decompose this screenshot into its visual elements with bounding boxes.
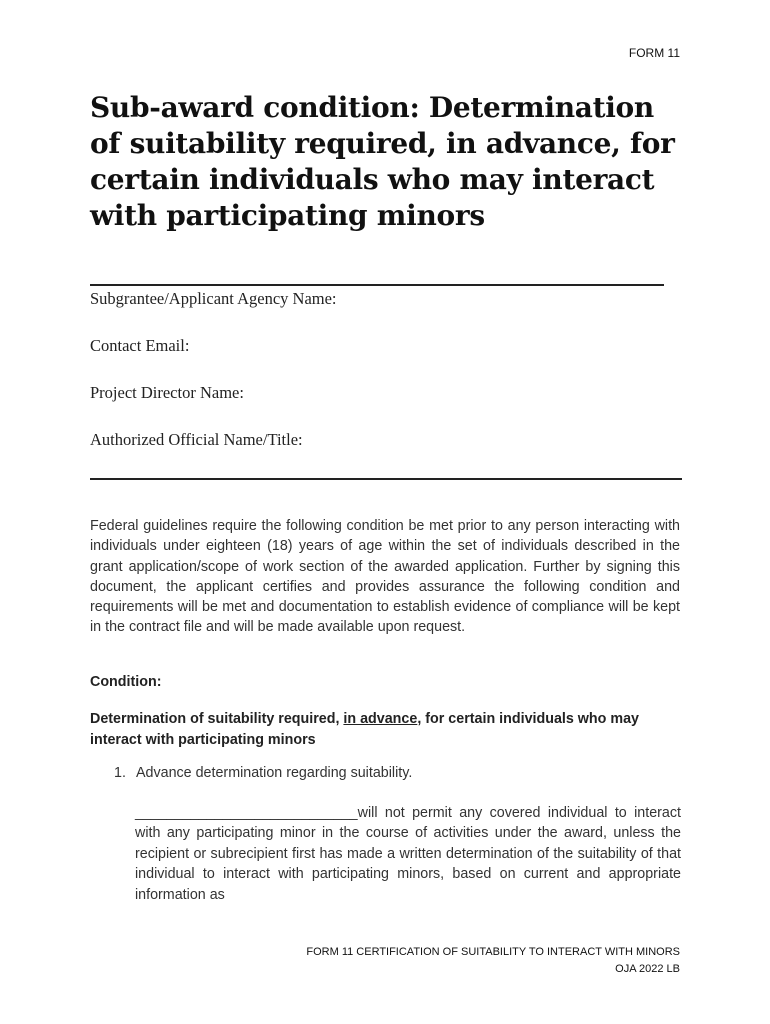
section-divider xyxy=(90,478,682,480)
list-item-paragraph-text: will not permit any covered individual to interact with any participating minor in the course of activities under the award, unless the recipient or subrecipient first has made a written determination of the suitability of that individual to interact with participating minors, based on current and appropriate information as xyxy=(135,805,681,903)
page-footer xyxy=(306,944,680,978)
authorized-official-field: Authorized Official Name/Title: xyxy=(90,430,303,449)
condition-heading-underlined: in advance xyxy=(343,711,418,727)
contact-email-field: Contact Email: xyxy=(90,336,190,355)
page-title: Sub-award condition: Determination of suitability required, in advance, for certain individuals who may interact with participating minors xyxy=(90,91,675,232)
footer-line-1: FORM 11 CERTIFICATION OF SUITABILITY TO INTERACT WITH MINORS xyxy=(306,946,680,958)
signature-line-divider xyxy=(90,284,664,286)
form-number: FORM 11 xyxy=(628,46,680,60)
list-item-text: Advance determination regarding suitability. xyxy=(136,765,413,781)
intro-paragraph: Federal guidelines require the following condition be met prior to any person interacting with individuals under eighteen (18) years of age within the set of individuals described in the grant application/scope of work section of the awarded application. Further by signing this document, the applicant certifies and provides assurance the following condition and requirements will be met and documentation to establish evidence of compliance will be kept in the contract file and will be made available upon request. xyxy=(90,518,680,636)
condition-heading-part2: , for certain individuals who may interact with participating minors xyxy=(90,711,639,748)
condition-label: Condition: xyxy=(90,674,162,690)
footer-line-2: OJA 2022 LB xyxy=(615,963,680,975)
list-item-paragraph xyxy=(135,803,681,905)
list-item xyxy=(114,765,412,781)
list-item-number: 1. xyxy=(114,765,126,781)
condition-heading xyxy=(90,709,682,751)
condition-heading-part1: Determination of suitability required, xyxy=(90,711,344,727)
recipient-blank: ____________________________ xyxy=(135,805,358,821)
project-director-field: Project Director Name: xyxy=(90,383,244,402)
agency-name-field: Subgrantee/Applicant Agency Name: xyxy=(90,289,337,308)
